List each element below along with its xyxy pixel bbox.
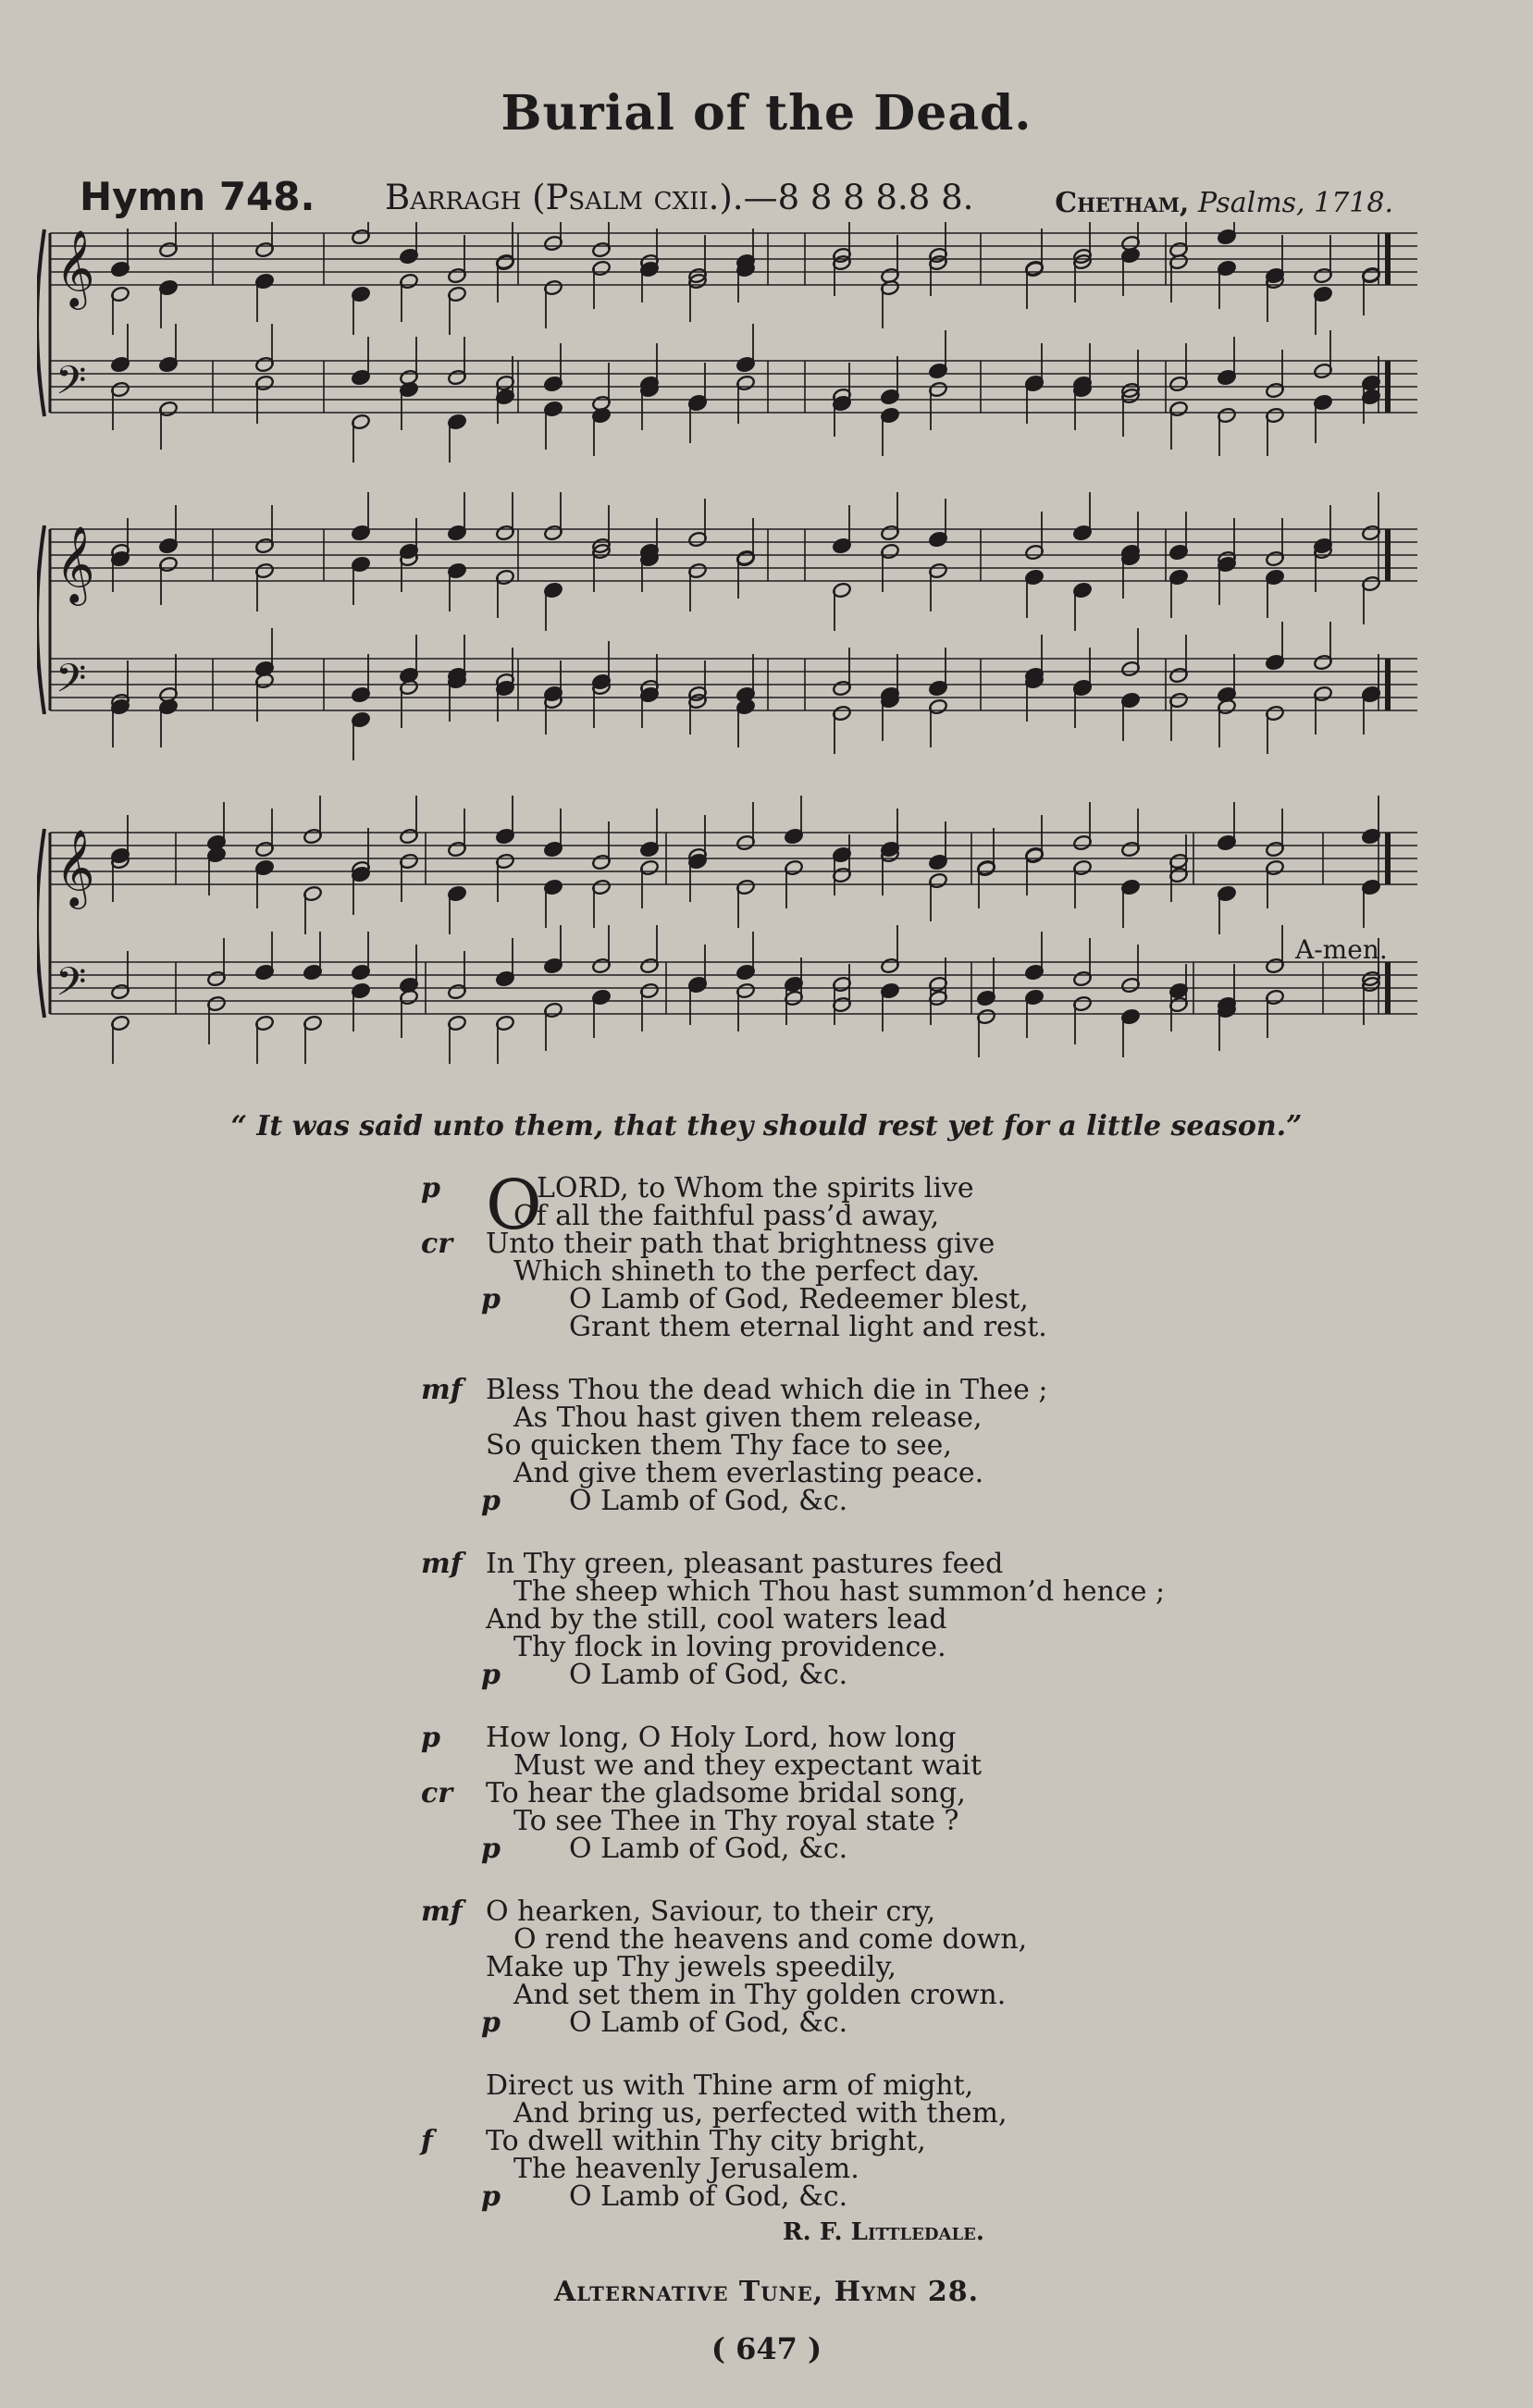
verse-line xyxy=(421,1661,1161,1689)
verse-line xyxy=(421,1835,1161,1863)
verse-text: O Lamb of God, &c. xyxy=(569,1485,848,1517)
dynamic-mark: p xyxy=(481,1485,501,1517)
verse-line xyxy=(421,1374,1161,1406)
verse-text: O Lamb of God, &c. xyxy=(569,2180,848,2213)
amen-label: A-men. xyxy=(1295,934,1388,965)
brace xyxy=(37,829,44,1018)
dynamic-mark: p xyxy=(421,1172,440,1204)
hymn-number: Hymn 748. xyxy=(80,174,315,219)
dynamic-mark: p xyxy=(481,1833,501,1865)
dynamic-mark: mf xyxy=(421,1896,463,1928)
dynamic-mark: mf xyxy=(421,1374,463,1406)
verse-line xyxy=(421,2009,1161,2037)
drop-capital: O xyxy=(486,1166,542,1245)
verse-text: Must we and they expectant wait xyxy=(513,1749,983,1782)
verse-text: Of all the faithful pass’d away, xyxy=(513,1200,940,1232)
verse-line xyxy=(421,1777,1161,1809)
verse-text: The heavenly Jerusalem. xyxy=(513,2153,859,2185)
stanza xyxy=(421,1166,1161,1343)
verse-line xyxy=(421,1951,1161,1983)
verse-text: O Lamb of God, &c. xyxy=(569,2007,848,2039)
verse-line xyxy=(421,1724,1161,1752)
verse-line xyxy=(421,1898,1161,1926)
verse-text: O Lamb of God, Redeemer blest, xyxy=(569,1283,1029,1315)
verse-line xyxy=(421,1923,1161,1956)
bass-clef: 𝄢 xyxy=(56,358,87,414)
dynamic-mark: p xyxy=(481,2007,501,2039)
verse-text: To see Thee in Thy royal state ? xyxy=(513,1805,959,1837)
epigraph: “ It was said unto them, that they should rest yet for a little season.” xyxy=(230,1110,1303,1142)
verse-text: In Thy green, pleasant pastures feed xyxy=(486,1548,1004,1580)
verse-text: Direct us with Thine arm of might, xyxy=(486,2069,974,2102)
music-score xyxy=(37,222,1425,1073)
verse-text: And give them everlasting peace. xyxy=(513,1457,984,1489)
stanza xyxy=(421,1548,1166,1691)
composer xyxy=(1055,187,1393,219)
verse-line xyxy=(421,1283,1161,1315)
verse-text: And by the still, cool waters lead xyxy=(486,1603,947,1636)
verse-line xyxy=(421,1575,1166,1608)
dynamic-mark: mf xyxy=(421,1548,463,1580)
verse-text: So quicken them Thy face to see, xyxy=(486,1429,952,1462)
verse-text: O Lamb of God, &c. xyxy=(569,1833,848,1865)
composer-source: Psalms, 1718. xyxy=(1197,187,1393,219)
verse-text: LORD, to Whom the spirits live xyxy=(537,1172,974,1204)
stanza xyxy=(421,1898,1161,2037)
stanza xyxy=(421,1374,1161,1517)
verse-text: O hearken, Saviour, to their cry, xyxy=(486,1896,936,1928)
verse-line xyxy=(421,1550,1161,1578)
tune-name: Barragh (Psalm cxii.).—8 8 8 8.8 8. xyxy=(385,178,974,217)
bass-clef: 𝄢 xyxy=(56,656,87,711)
dynamic-mark: cr xyxy=(421,1228,453,1260)
verse-line xyxy=(421,1255,1161,1288)
dynamic-mark: cr xyxy=(421,1777,453,1809)
dynamic-mark: p xyxy=(481,1283,501,1315)
verse-line xyxy=(421,1457,1161,1489)
composer-name: Chetham, xyxy=(1055,187,1190,219)
verse-line xyxy=(421,1603,1161,1636)
verse-line xyxy=(421,2069,1161,2102)
page-title: Burial of the Dead. xyxy=(501,85,1032,142)
verse-text: Which shineth to the perfect day. xyxy=(513,1255,981,1288)
verse-line xyxy=(421,1485,1161,1517)
verse-text: To dwell within Thy city bright, xyxy=(486,2125,926,2157)
verse-line xyxy=(421,2097,1161,2130)
verse-text: Make up Thy jewels speedily, xyxy=(486,1951,896,1983)
dynamic-mark: p xyxy=(421,1722,440,1754)
verse-line xyxy=(421,2155,1161,2183)
verse-line xyxy=(421,1230,1161,1258)
verse-text: Grant them eternal light and rest. xyxy=(569,1311,1047,1343)
dynamic-mark: p xyxy=(481,1659,501,1691)
verse-line xyxy=(421,1979,1161,2011)
page-number: ( 647 ) xyxy=(711,2331,822,2366)
treble-clef: 𝄞 xyxy=(56,525,95,602)
verse-text: Thy flock in loving providence. xyxy=(513,1631,946,1663)
stanza xyxy=(421,1724,1161,1863)
bass-clef: 𝄢 xyxy=(56,959,87,1015)
verse-text: O rend the heavens and come down, xyxy=(513,1923,1028,1956)
verse-line xyxy=(421,1311,1161,1343)
verse-line xyxy=(421,1749,1161,1782)
verse-text: How long, O Holy Lord, how long xyxy=(486,1722,957,1754)
verse-text: And bring us, perfected with them, xyxy=(513,2097,1008,2130)
hymn-header xyxy=(80,174,1393,229)
verse-text: To hear the gladsome bridal song, xyxy=(486,1777,966,1809)
verse-text: The sheep which Thou hast summon’d hence ; xyxy=(513,1575,1166,1608)
verse-text: And set them in Thy golden crown. xyxy=(513,1979,1007,2011)
verse-text: O Lamb of God, &c. xyxy=(569,1659,848,1691)
brace xyxy=(37,525,44,714)
verse-text: As Thou hast given them release, xyxy=(513,1402,983,1434)
verse-text: Bless Thou the dead which die in Thee ; xyxy=(486,1374,1048,1406)
verse-line xyxy=(421,2125,1161,2157)
verse-line xyxy=(421,1404,1161,1432)
treble-clef: 𝄞 xyxy=(56,828,95,906)
verse-line xyxy=(421,2180,1161,2213)
verses xyxy=(421,1166,1166,2246)
brace xyxy=(37,229,44,416)
verse-text: Unto their path that brightness give xyxy=(486,1228,995,1260)
alternative-tune: Alternative Tune, Hymn 28. xyxy=(553,2276,980,2308)
verse-line xyxy=(421,1805,1161,1837)
dynamic-mark: f xyxy=(421,2125,433,2157)
treble-clef: 𝄞 xyxy=(56,228,95,306)
author: R. F. Littledale. xyxy=(783,2218,984,2246)
verse-line xyxy=(421,1200,1161,1232)
verse-line xyxy=(421,1631,1161,1663)
verse-line xyxy=(421,1429,1161,1462)
stanza xyxy=(421,2069,1161,2213)
dynamic-mark: p xyxy=(481,2180,501,2213)
